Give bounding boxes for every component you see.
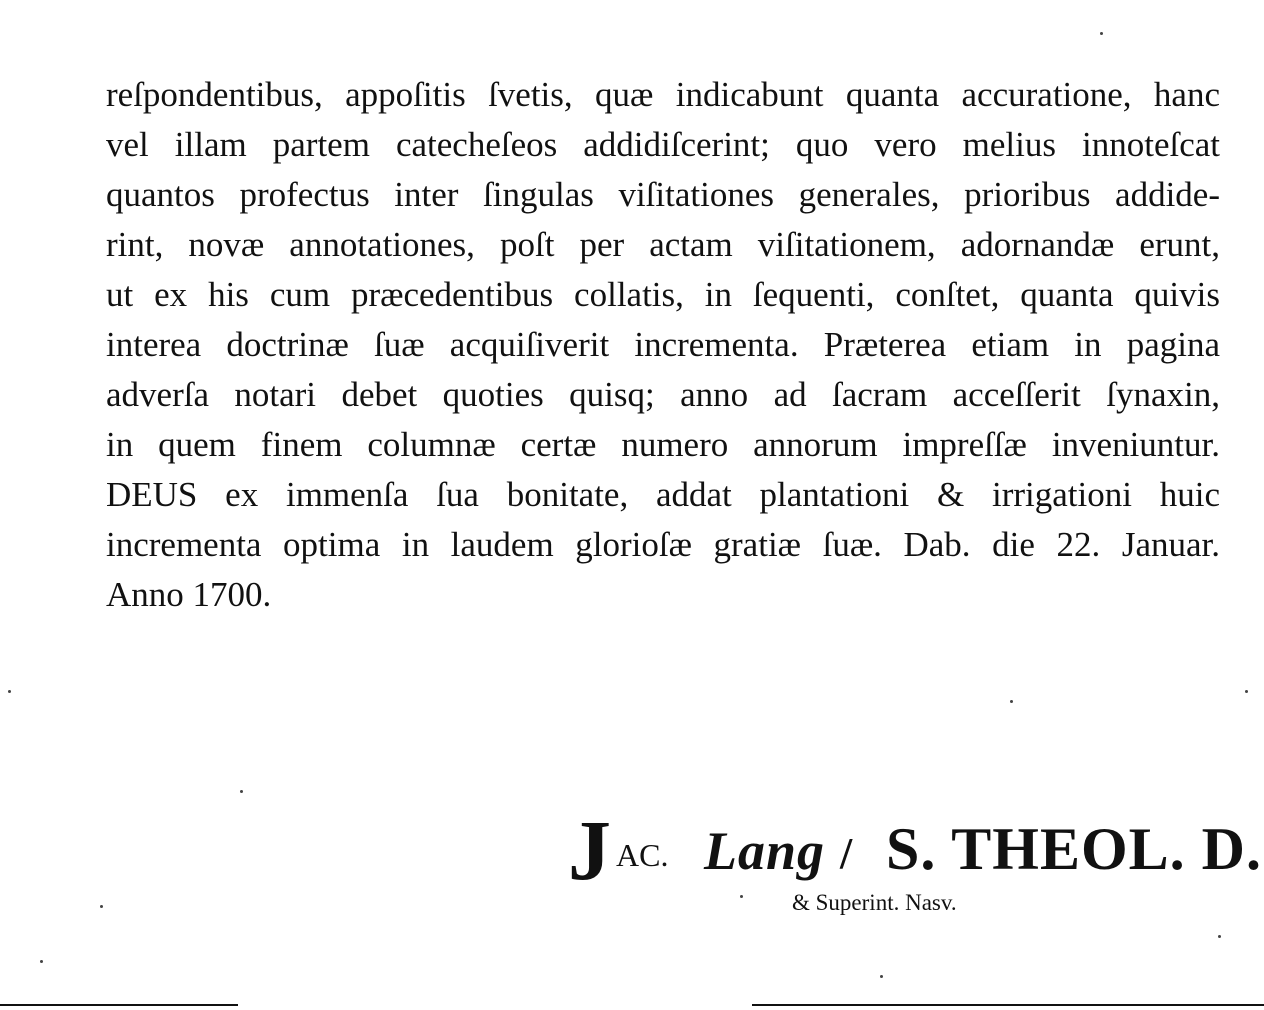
- text-line-9: DEUS ex immenſa ſua bonitate, addat plantationi & irrigationi huic: [106, 475, 1220, 514]
- text-line-3: quantos profectus inter ſingulas viſitationes generales, prioribus addide-: [106, 175, 1220, 214]
- signature-separator: /: [840, 829, 853, 878]
- text-line-10: incrementa optima in laudem glorioſæ gratiæ ſuæ. Dab. die 22. Januar.: [106, 525, 1220, 564]
- footer-rule-right: [752, 1004, 1264, 1006]
- scan-speck: [40, 960, 43, 963]
- body-text: [106, 70, 1220, 620]
- text-line-11: Anno 1700.: [106, 575, 272, 614]
- scan-speck: [1100, 32, 1103, 35]
- signature-title: S. THEOL. D.: [886, 816, 1263, 882]
- scan-speck: [240, 790, 243, 793]
- scan-speck: [1010, 700, 1013, 703]
- signature-subtitle: & Superint. Nasv.: [792, 890, 957, 915]
- footer-rule-left: [0, 1004, 238, 1006]
- text-line-5: ut ex his cum præcedentibus collatis, in ſequenti, conſtet, quanta quivis: [106, 275, 1220, 314]
- scan-speck: [880, 975, 883, 978]
- scan-speck: [8, 690, 11, 693]
- text-line-2: vel illam partem catecheſeos addidiſcerint; quo vero melius innoteſcat: [106, 125, 1220, 164]
- text-line-6: interea doctrinæ ſuæ acquiſiverit incrementa. Præterea etiam in pagina: [106, 325, 1220, 364]
- text-line-4: rint, novæ annotationes, poſt per actam viſitationem, adornandæ erunt,: [106, 225, 1220, 264]
- scan-speck: [1245, 690, 1248, 693]
- text-line-8: in quem finem columnæ certæ numero annorum impreſſæ inveniuntur.: [106, 425, 1220, 464]
- scan-speck: [100, 905, 103, 908]
- signature-given-name: AC.: [616, 837, 669, 873]
- text-line-1: reſpondentibus, appoſitis ſvetis, quæ indicabunt quanta accuratione, hanc: [106, 75, 1220, 114]
- scan-speck: [740, 895, 743, 898]
- signature-initial: J: [568, 802, 611, 898]
- scan-speck: [1218, 935, 1221, 938]
- text-line-7: adverſa notari debet quoties quisq; anno ad ſacram acceſſerit ſynaxin,: [106, 375, 1220, 414]
- signature-surname: Lang: [704, 821, 826, 881]
